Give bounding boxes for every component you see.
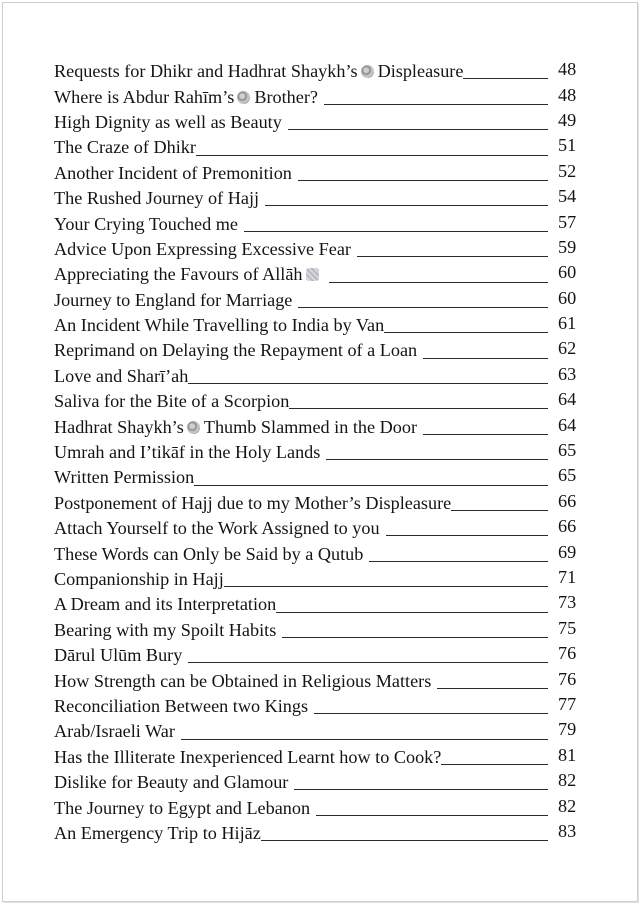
toc-entry-page-number: 57 [558,211,577,232]
toc-entry[interactable] [54,210,584,235]
toc-entry[interactable] [54,236,584,261]
toc-entry-title-text: Attach Yourself to the Work Assigned to you [54,518,380,539]
toc-entry[interactable] [54,820,584,845]
toc-entry-page-number: 60 [558,287,577,308]
toc-entry-title [54,722,175,743]
toc-entry-title-text: Journey to England for Marriage [54,289,293,310]
leader-line [244,230,548,232]
toc-entry-title [54,595,276,616]
toc-entry[interactable] [54,769,584,794]
toc-entry-title-text: The Rushed Journey of Hajj [54,188,260,209]
toc-entry[interactable] [54,744,584,769]
document-page [2,2,638,902]
leader-line [463,77,548,79]
toc-entry-title-text: Love and Sharī’ah [54,365,189,386]
toc-entry-page-number: 81 [558,744,577,765]
toc-entry-page-number: 77 [558,693,577,714]
toc-entry-title-text: Requests for Dhikr and Hadhrat Shaykh’s [54,61,358,82]
toc-entry-page-number: 51 [558,135,577,156]
toc-entry-page-number: 62 [558,338,577,359]
toc-entry[interactable] [54,109,584,134]
toc-entry-page-number: 75 [558,617,577,638]
leader-line [423,433,548,435]
toc-entry-title-text-after: Brother? [254,86,318,107]
toc-entry-page-number: 71 [558,567,577,587]
toc-entry-title [54,367,188,388]
toc-entry[interactable] [54,287,584,312]
toc-entry-title-text: Postponement of Hajj due to my Mother’s Displeasure [54,492,452,513]
toc-entry-title [54,62,463,83]
honorific-icon [187,421,200,434]
toc-entry-title [54,468,194,489]
leader-line [224,585,548,587]
honorific-icon [361,65,374,78]
toc-entry-title [54,519,380,540]
toc-entry-page-number: 66 [558,490,577,511]
toc-entry-page-number: 52 [558,160,577,181]
toc-entry-title [54,189,259,210]
leader-line [294,788,548,790]
toc-entry-title [54,570,224,591]
toc-entry-title [54,113,282,134]
toc-entry-title-text: Saliva for the Bite of a Scorpion [54,391,290,412]
toc-entry-title-text: Your Crying Touched me [54,213,238,234]
toc-entry-page-number: 48 [558,84,577,105]
toc-entry-title [54,164,292,185]
leader-line [326,458,548,460]
toc-entry-title [54,291,292,312]
toc-entry-page-number: 48 [558,59,577,80]
toc-entry[interactable] [54,464,584,489]
toc-entry-page-number: 65 [558,465,577,486]
toc-entry-title [54,138,196,159]
toc-entry[interactable] [54,794,584,819]
toc-entry-page-number: 59 [558,236,577,257]
leader-line [441,763,548,765]
leader-line [316,814,548,816]
toc-entry-page-number: 63 [558,363,577,384]
toc-entry[interactable] [54,515,584,540]
leader-line [261,839,548,841]
toc-entry-page-number: 66 [558,516,577,537]
toc-entry-title-text: Hadhrat Shaykh’s [54,416,184,437]
toc-entry[interactable] [54,261,584,286]
toc-entry-title-text: Bearing with my Spoilt Habits [54,619,277,640]
toc-entry-page-number: 60 [558,262,577,283]
toc-entry-title [54,672,431,693]
toc-entry[interactable] [54,312,584,337]
toc-entry[interactable] [54,566,584,591]
toc-entry-title-text-after: Thumb Slammed in the Door [203,416,417,437]
toc-entry-page-number: 76 [558,643,577,664]
toc-entry-title-text: Umrah and I’tikāf in the Holy Lands [54,442,321,463]
toc-entry-title-text: An Emergency Trip to Hijāz [54,822,261,843]
toc-entry-title-text: Reconciliation Between two Kings [54,695,309,716]
toc-entry-title [54,748,441,769]
toc-entry-title [54,443,320,464]
toc-entry-title [54,316,384,337]
toc-entry-title-text: The Craze of Dhikr [54,137,196,158]
toc-entry-page-number: 76 [558,668,577,689]
leader-line [188,382,548,384]
leader-line [276,611,548,613]
toc-entry[interactable] [54,591,584,616]
toc-entry-title [54,494,451,515]
toc-entry-page-number: 83 [558,820,577,841]
leader-line [369,560,548,562]
toc-entry-title [54,799,310,820]
toc-entry-title-text: Another Incident of Premonition [54,162,292,183]
leader-line [314,712,548,714]
leader-line [265,204,548,206]
toc-entry[interactable] [54,439,584,464]
toc-entry[interactable] [54,667,584,692]
toc-entry[interactable] [54,83,584,108]
leader-line [188,661,548,663]
toc-entry-title [54,215,238,236]
toc-entry-title [54,646,182,667]
toc-entry-page-number: 69 [558,541,577,562]
honorific-icon [237,91,250,104]
toc-entry[interactable] [54,337,584,362]
toc-entry-page-number: 73 [558,592,577,613]
toc-entry-title-text: Reprimand on Delaying the Repayment of a Loan [54,340,418,361]
toc-entry-title-text: High Dignity as well as Beauty [54,111,282,132]
honorific-icon [306,268,319,281]
toc-entry-title-text: Where is Abdur Rahīm’s [54,86,235,107]
toc-entry-title-text: The Journey to Egypt and Lebanon [54,797,311,818]
leader-line [289,407,548,409]
toc-entry-title [54,621,276,642]
toc-entry-title-text: Dislike for Beauty and Glamour [54,772,289,793]
leader-line [384,331,548,333]
toc-entry[interactable] [54,185,584,210]
toc-entry-page-number: 82 [558,770,577,791]
toc-entry-title-text: Companionship in Hajj [54,569,224,589]
leader-line [437,687,548,689]
toc-entry[interactable] [54,642,584,667]
leader-line [282,636,548,638]
toc-entry-title-text: An Incident While Travelling to India by Van [54,315,385,336]
toc-entry-title [54,824,261,845]
toc-entry-title [54,341,417,362]
leader-line [298,306,548,308]
table-of-contents [54,58,584,845]
toc-entry-title [54,418,417,439]
leader-line [386,534,548,536]
toc-entry-page-number: 64 [558,389,577,410]
toc-entry[interactable] [54,388,584,413]
toc-entry-title [54,240,351,261]
toc-entry-title [54,545,363,566]
toc-entry[interactable] [54,363,584,388]
leader-line [329,281,548,283]
toc-entry-title-text: Has the Illiterate Inexperienced Learnt how to Cook? [54,746,442,767]
leader-line [324,103,548,105]
toc-entry-title-text: Advice Upon Expressing Excessive Fear [54,238,351,259]
leader-line [288,128,548,130]
toc-entry-title-text: How Strength can be Obtained in Religious Matters [54,670,432,691]
leader-line [451,509,548,511]
toc-entry-title [54,392,289,413]
toc-entry-page-number: 61 [558,313,577,334]
toc-entry-page-number: 79 [558,719,577,740]
toc-entry-title-text: Arab/Israeli War [54,721,175,742]
toc-entry[interactable] [54,718,584,743]
toc-entry[interactable] [54,617,584,642]
toc-entry[interactable] [54,540,584,565]
leader-line [194,484,548,486]
toc-entry-page-number: 54 [558,186,577,207]
toc-entry[interactable] [54,693,584,718]
toc-entry-page-number: 82 [558,795,577,816]
toc-entry-title [54,697,308,718]
leader-line [357,255,548,257]
toc-entry[interactable] [54,413,584,438]
toc-entry[interactable] [54,160,584,185]
toc-entry-title-text: Dārul Ulūm Bury [54,645,183,666]
toc-entry-title [54,88,318,109]
toc-entry-title [54,773,288,794]
leader-line [196,154,548,156]
toc-entry-title-text: A Dream and its Interpretation [54,594,277,615]
toc-entry-title-text-after: Displeasure [377,61,464,82]
toc-entry-title-text: Appreciating the Favours of Allāh [54,264,303,285]
leader-line [298,179,548,181]
toc-entry-title-text: These Words can Only be Said by a Qutub [54,543,364,564]
toc-entry[interactable] [54,58,584,83]
toc-entry-title-text: Written Permission [54,467,195,488]
leader-line [423,357,548,359]
leader-line [181,738,548,740]
toc-entry-page-number: 65 [558,440,577,461]
toc-entry-page-number: 64 [558,414,577,435]
toc-entry[interactable] [54,490,584,515]
toc-entry-page-number: 49 [558,109,577,130]
toc-entry[interactable] [54,134,584,159]
toc-entry-title [54,265,323,286]
